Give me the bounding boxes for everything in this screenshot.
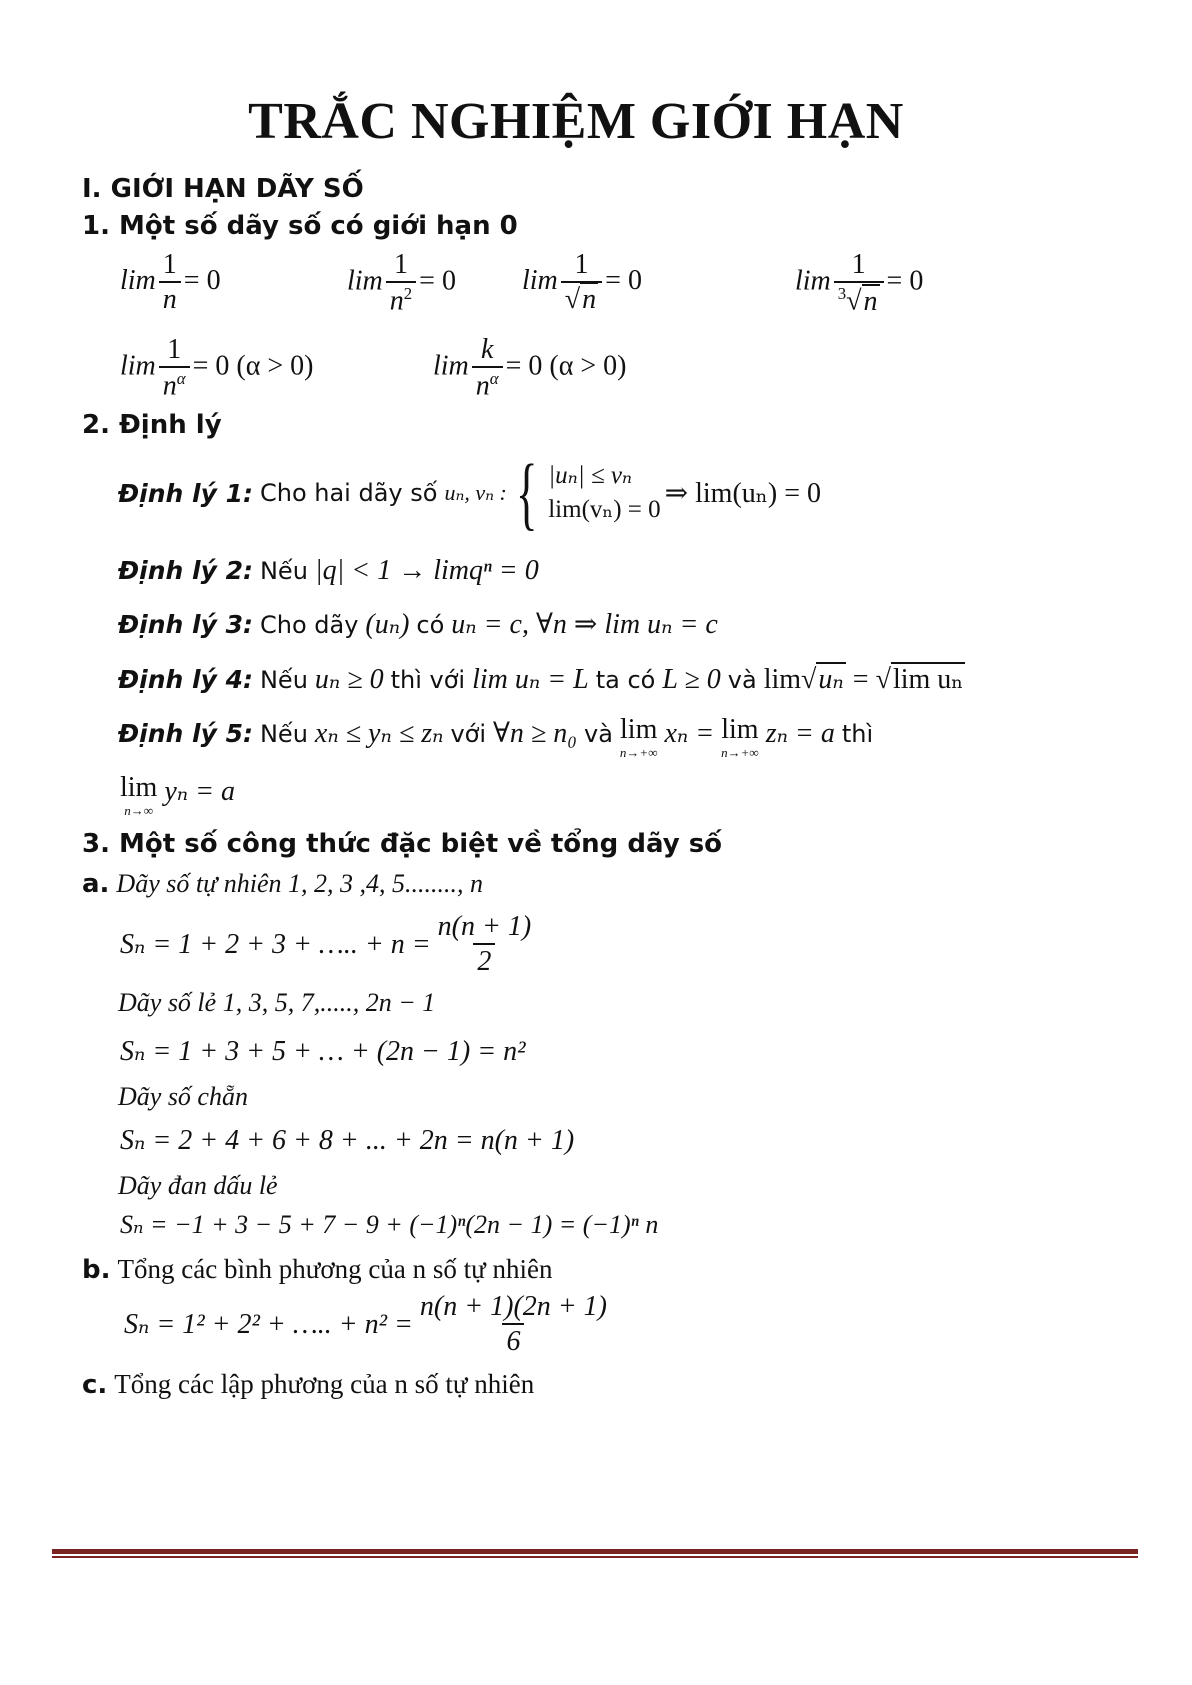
sum-formula: Sₙ = 1 + 2 + 3 + ….. + n = $\frac{n(n + 1)}{2}$ <box>120 911 532 978</box>
sum-formula: Sₙ = −1 + 3 − 5 + 7 − 9 + (−1)ⁿ(2n − 1) = (−1)ⁿ n <box>120 1210 659 1239</box>
footer-divider <box>52 1556 1138 1558</box>
footer-divider <box>52 1549 1138 1554</box>
limit-formula: lim $\frac{k}{n^\alpha}$ = 0 (α > 0) <box>433 334 627 402</box>
sum-formula: Sₙ = 1 + 3 + 5 + … + (2n − 1) = n² <box>120 1036 526 1067</box>
section-heading: I. GIỚI HẠN DÃY SỐ <box>82 174 364 204</box>
even-sequence-title: Dãy số chẵn <box>118 1082 248 1111</box>
part-a: a. Dãy số tự nhiên 1, 2, 3 ,4, 5........, n <box>82 869 484 899</box>
subsection-heading: 2. Định lý <box>82 410 222 440</box>
odd-sequence-title: Dãy số lẻ 1, 3, 5, 7,....., 2n − 1 <box>118 988 436 1017</box>
alternating-sequence-title: Dãy đan dấu lẻ <box>118 1171 278 1200</box>
theorem-5: Định lý 5: Nếu xₙ ≤ yₙ ≤ zₙ với ∀n ≥ n₀ và lim n→+∞ xₙ = lim n→+∞ zₙ = a thì <box>118 714 874 760</box>
theorem-3: Định lý 3: Cho dãy (uₙ) có uₙ = c, ∀n ⇒ lim uₙ = c <box>118 609 718 640</box>
part-c: c. Tổng các lập phương của n số tự nhiên <box>82 1369 535 1400</box>
subsection-heading: 1. Một số dãy số có giới hạn 0 <box>82 211 518 241</box>
page-title: TRẮC NGHIỆM GIỚI HẠN <box>248 93 904 150</box>
limit-formula: lim $\frac{1}{n^2}$ = 0 <box>347 249 456 317</box>
sum-formula: Sₙ = 2 + 4 + 6 + 8 + ... + 2n = n(n + 1) <box>120 1125 575 1156</box>
subsection-heading: 3. Một số công thức đặc biệt về tổng dãy số <box>82 829 723 859</box>
sum-squares-formula: Sₙ = 1² + 2² + ….. + n² = $\frac{n(n + 1)(2n + 1)}{6}$ <box>124 1291 607 1358</box>
limit-formula: lim $\frac{1}{^3√n}$ = 0 <box>795 249 924 317</box>
theorem-5-conclusion: lim n→∞ yₙ = a <box>120 772 236 818</box>
limit-formula: lim $\frac{1}{n^\alpha}$ = 0 (α > 0) <box>120 334 314 402</box>
limit-formula: lim $\frac{1}{√n}$ = 0 <box>522 249 642 316</box>
theorem-2: Định lý 2: Nếu |q| < 1 → limqⁿ = 0 <box>118 555 539 586</box>
limit-formula: lim $\frac{1}{n}$ = 0 <box>120 249 221 316</box>
part-b: b. Tổng các bình phương của n số tự nhiên <box>82 1254 553 1285</box>
theorem-4: Định lý 4: Nếu uₙ ≥ 0 thì với lim uₙ = L ta có L ≥ 0 và lim√uₙ = √lim uₙ <box>118 664 964 695</box>
theorem-1: Định lý 1: Cho hai dãy số uₙ, vₙ : { |uₙ| ≤ vₙ lim(vₙ) = 0 ⇒ lim(uₙ) = 0 <box>118 447 821 538</box>
